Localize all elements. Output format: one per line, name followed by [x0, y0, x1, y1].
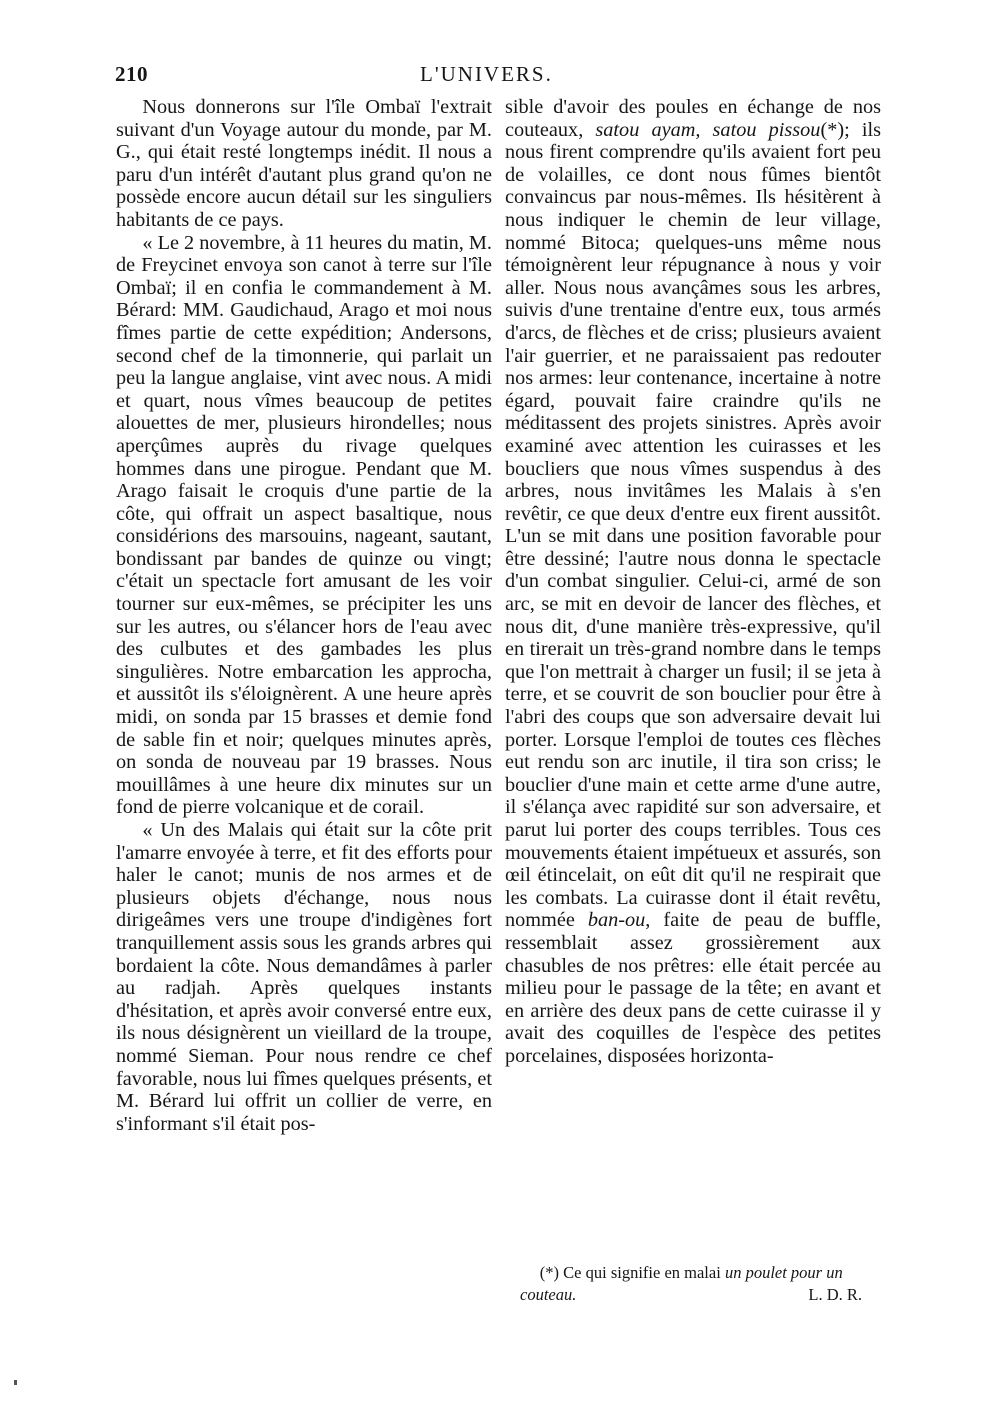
cuirass-name: ban-ou [587, 909, 646, 932]
footnote-reference: (*) [820, 118, 845, 141]
scan-speck [14, 1380, 17, 1385]
paragraph-malais-amarre: « Un des Malais qui était sur la côte prit l'amarre envoyée à terre, et fit des efforts pour haler le canot; munis de nos armes et de plusieurs objets d'échange, nous nous dirigeâmes vers une troupe d'indigènes fort tranquillement assis sous les grands arbres qui bordaient la côte. Nous demandâmes à parler au radjah. Après quelques instants d'hésitation, et après avoir conversé entre eux, ils nous désignèrent un vieillard de la troupe, nommé Sieman. Pour nous rendre ce chef favorable, nous lui fîmes quelques présents, et M. Bérard lui offrit un collier de verre, en s'informant s'il était pos- [116, 819, 492, 1135]
page-header [115, 62, 895, 86]
footnote-translation: un poulet pour un couteau. [520, 1263, 843, 1304]
footnote-body: Ce qui signifie en malai [563, 1263, 721, 1282]
continuation-text-3: , faite de peau de buffle, ressemblait assez grossièrement aux chasubles de nos prêtres: elle était percée au milieu pour le passage de la tête; en avant et en arrière des deux pans de cette cuirasse il y avait des coquilles de l'espèce des petites porcelaines, disposées horizonta- [505, 909, 881, 1067]
continuation-text-2: ; ils nous firent comprendre qu'ils avaient fort peu de volailles, ce dont nous fûmes bientôt convaincus par nous-mêmes. Ils hésitèrent à nous indiquer le chemin de leur village, nommé Bitoca; quelques-uns même nous témoignèrent leur répugnance à nous y voir aller. Nous nous avançâmes sous les arbres, suivis d'une trentaine d'entre eux, tous armés d'arcs, de flèches et de criss; plusieurs avaient l'air guerrier, et ne paraissaient pas redouter nos armes: leur contenance, incertaine à notre égard, pouvait faire craindre qu'ils ne méditassent des projets sinistres. Après avoir examiné avec attention les cuirasses et les boucliers que nous vîmes suspendus à des arbres, nous invitâmes les Malais à s'en revêtir, ce que deux d'entre eux firent aussitôt. L'un se mit dans une position favorable pour être dessiné; l'autre nous donna le spectacle d'un combat singulier. Celui-ci, armé de son arc, se mit en devoir de lancer des flèches, et nous dit, d'une manière très-expressive, qu'il en tirerait un très-grand nombre dans le temps que l'on mettrait à charger un fusil; il se jeta à terre, et se couvrit de son bouclier pour être à l'abri des coups que son adversaire devait lui porter. Lorsque l'emploi de toutes ces flèches eut rendu son arc inutile, il tira son criss; le bouclier d'une main et cette arme d'une autre, il s'élança avec rapidité sur son adversaire, et parut lui porter des coups terribles. Tous ces mouvements étaient impétueux et assurés, son œil étincelait, on eût dit qu'il ne respirait que les combats. La cuirasse dont il était revêtu, nommée [505, 118, 881, 932]
right-column [505, 96, 881, 1068]
paragraph-continuation [505, 96, 881, 1068]
running-title: L'UNIVERS. [420, 62, 553, 86]
paragraph-intro: Nous donnerons sur l'île Ombaï l'extrait suivant d'un Voyage autour du monde, par M. G., qui était resté longtemps inédit. Il nous a paru d'un intérêt d'autant plus grand qu'on ne possède encore aucun détail sur les singuliers habitants de ce pays. [116, 96, 492, 231]
footnote [520, 1262, 886, 1306]
page-number: 210 [115, 62, 148, 86]
footnote-signature: L. D. R. [808, 1285, 862, 1304]
malay-phrase: satou ayam, satou pissou [595, 118, 821, 141]
continuation-text: sible d'avoir des poules en échange de nos couteaux, [505, 96, 881, 141]
paragraph-november-2: « Le 2 novembre, à 11 heures du matin, M. de Freycinet envoya son canot à terre sur l'île Ombaï; il en confia le commandement à M. Bérard: MM. Gaudichaud, Arago et moi nous fîmes partie de cette expédition; Andersons, second chef de la timonnerie, qui parlait un peu la langue anglaise, vint avec nous. A midi et quart, nous vîmes beaucoup de petites alouettes de mer, plusieurs hirondelles; nous aperçûmes auprès du rivage quelques hommes dans une pirogue. Pendant que M. Arago faisait le croquis d'une partie de la côte, qui offrait un aspect basaltique, nous considérions des marsouins, nageant, sautant, bondissant par bandes de quinze ou vingt; c'était un spectacle fort amusant de les voir tourner sur eux-mêmes, se précipiter les uns sur les autres, ou s'élancer hors de l'eau avec des culbutes et des gambades les plus singulières. Notre embarcation les approcha, et aussitôt ils s'éloignèrent. A une heure après midi, on sonda par 15 brasses et demie fond de sable fin et noir; quelques minutes après, on sonda de nouveau par 19 brasses. Nous mouillâmes à une heure dix minutes sur un fond de pierre volcanique et de corail. [116, 231, 492, 819]
left-column [116, 96, 492, 1135]
footnote-mark: (*) [539, 1263, 560, 1282]
